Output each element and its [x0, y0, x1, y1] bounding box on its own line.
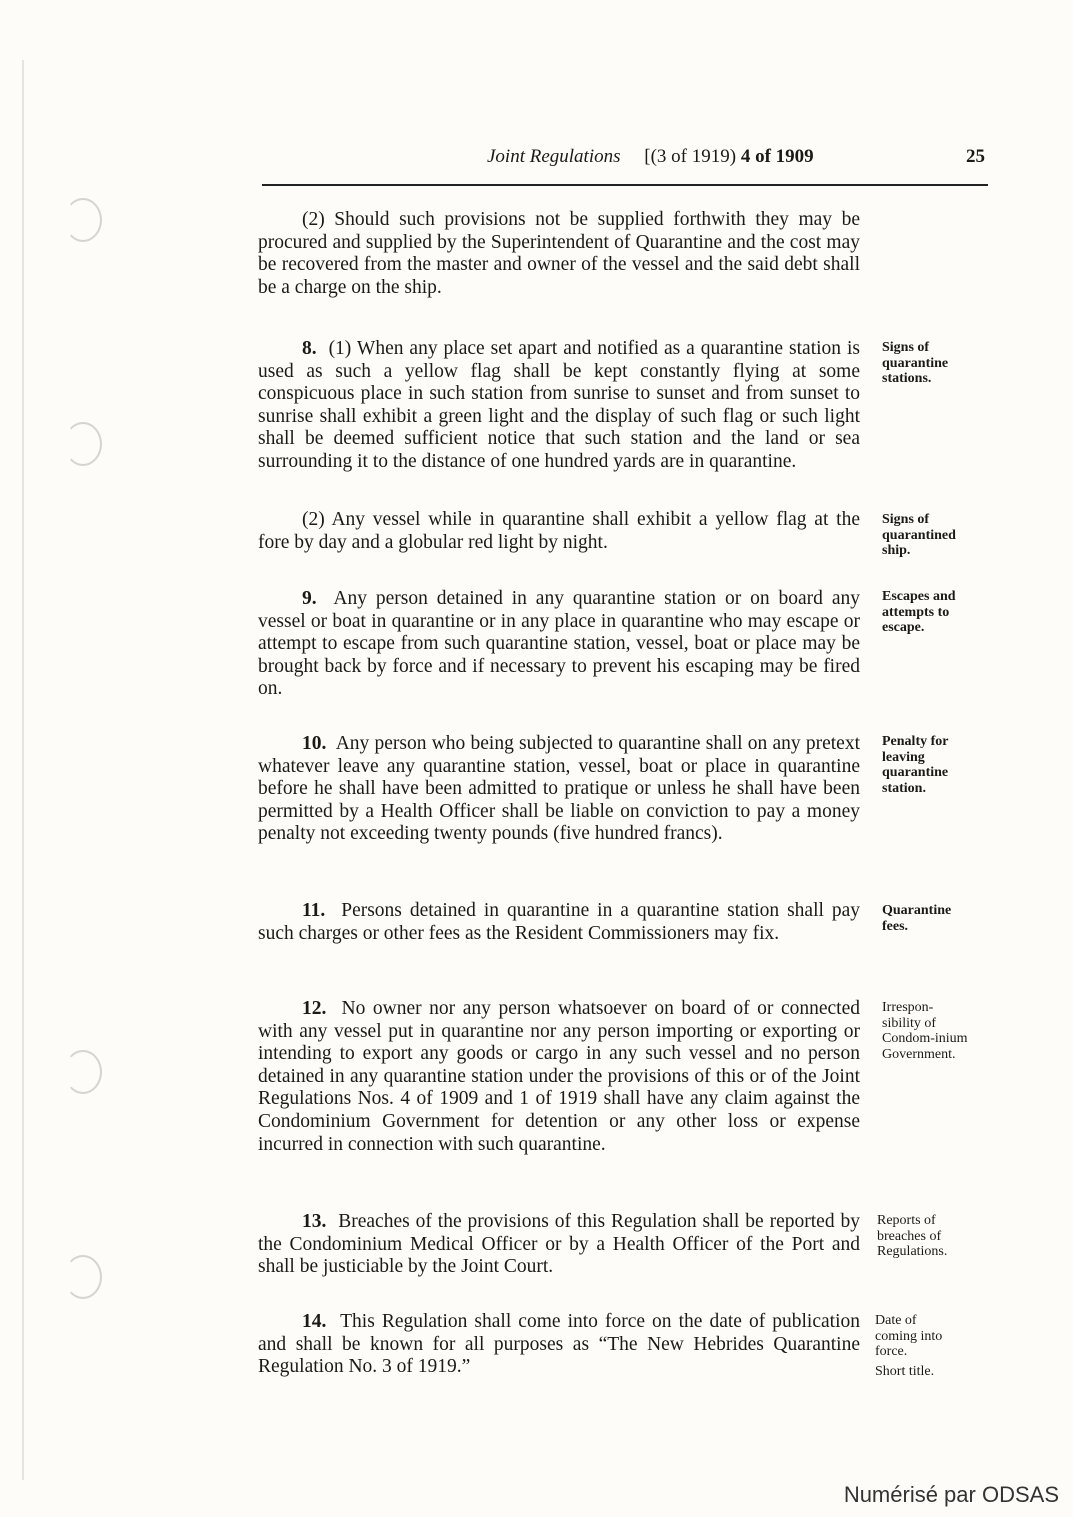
paragraph-text: No owner nor any person whatsoever on board of or connected with any vessel put in quarantine nor any person importing or exporting or intending to export any goods or cargo in any such vessel and no person detained in any quarantine station under the provisions of this or of the Joint Regulations Nos. 4 of 1909 and 1 of 1919 shall have any claim against the Condominium Government for detention or any other loss or expense incurred in connection with such quarantine.	[258, 998, 861, 1155]
paragraph-8-1	[258, 338, 860, 474]
section-number: 14.	[302, 1311, 327, 1332]
section-number: 11.	[302, 900, 326, 921]
margin-note: Date of coming into force.	[875, 1313, 943, 1359]
margin-note: Signs of quarantined ship.	[882, 512, 956, 558]
paragraph-7-2	[258, 209, 860, 299]
section-number: 8.	[302, 338, 317, 359]
paragraph-text: Breaches of the provisions of this Regulation shall be reported by the Condominium Medical Officer or by a Health Officer of the Port and shall be justiciable by the Joint Court.	[258, 1211, 860, 1278]
paragraph-10	[258, 733, 860, 846]
margin-note: Escapes and attempts to escape.	[882, 589, 956, 635]
margin-note: Penalty for leaving quarantine station.	[882, 734, 949, 796]
paragraph-14	[258, 1311, 860, 1379]
paragraph-13	[258, 1211, 860, 1279]
punch-hole	[64, 1255, 102, 1299]
header-ref: [(3 of 1919)	[644, 146, 737, 167]
punch-hole	[64, 422, 102, 466]
paragraph-8-2	[258, 509, 860, 554]
paragraph-text: (2) Should such provisions not be supplied forthwith they may be procured and supplied by the Superintendent of Quarantine and the cost may be recovered from the master and owner of the vessel and the said debt shall be a charge on the ship.	[258, 209, 860, 298]
page-number: 25	[966, 146, 985, 167]
margin-note: Short title.	[875, 1364, 935, 1379]
paragraph-text: Any person detained in any quarantine station or on board any vessel or boat in quarantine or in any place in quarantine who may escape or attempt to escape from such quarantine station, vessel, boat or place may be brought back by force and if necessary to prevent his escaping may be fired on.	[258, 588, 860, 700]
margin-note: Irrespon-sibility of Condom-inium Government.	[882, 1000, 968, 1062]
header-rule	[262, 184, 988, 186]
paragraph-12	[258, 998, 860, 1156]
header-ref-bold: 4 of 1909	[740, 146, 814, 167]
paragraph-text: Persons detained in quarantine in a quarantine station shall pay such charges or other fees as the Resident Commissioners may fix.	[258, 900, 861, 944]
digitization-credit: Numérisé par ODSAS	[843, 1482, 1059, 1507]
page-edge	[22, 60, 24, 1480]
paragraph-text: This Regulation shall come into force on the date of publication and shall be known for all purposes as “The New Hebrides Quarantine Regulation No. 3 of 1919.”	[258, 1311, 860, 1378]
section-number: 10.	[302, 733, 327, 754]
punch-hole	[64, 1050, 102, 1094]
margin-note: Signs of quarantine stations.	[882, 340, 949, 386]
section-number: 13.	[302, 1211, 327, 1232]
paragraph-text: Any person who being subjected to quarantine shall on any pretext whatever leave any quarantine station, vessel, boat or place in quarantine before he shall have been admitted to pratique or unless he shall have been permitted by a Health Officer shall be liable on conviction to pay a money penalty not exceeding twenty pounds (five hundred francs).	[258, 733, 860, 845]
paragraph-9	[258, 588, 860, 701]
section-number: 12.	[302, 998, 327, 1019]
paragraph-11	[258, 900, 860, 945]
running-header	[487, 146, 814, 168]
section-number: 9.	[302, 588, 317, 609]
punch-hole	[64, 198, 102, 242]
paragraph-text: (1) When any place set apart and notified as a quarantine station is used as such a yellow flag shall be kept constantly flying at some conspicuous place in such station from sunrise to sunset and from sunset to sunrise shall exhibit a green light and the display of such flag or such light shall be deemed sufficient notice that such station and the land or sea surrounding it to the distance of one hundred yards are in quarantine.	[258, 338, 861, 472]
margin-note: Reports of breaches of Regulations.	[877, 1213, 948, 1259]
paragraph-text: (2) Any vessel while in quarantine shall exhibit a yellow flag at the fore by day and a globular red light by night.	[258, 509, 860, 553]
header-title: Joint Regulations	[487, 146, 621, 167]
margin-note: Quarantine fees.	[882, 903, 952, 934]
